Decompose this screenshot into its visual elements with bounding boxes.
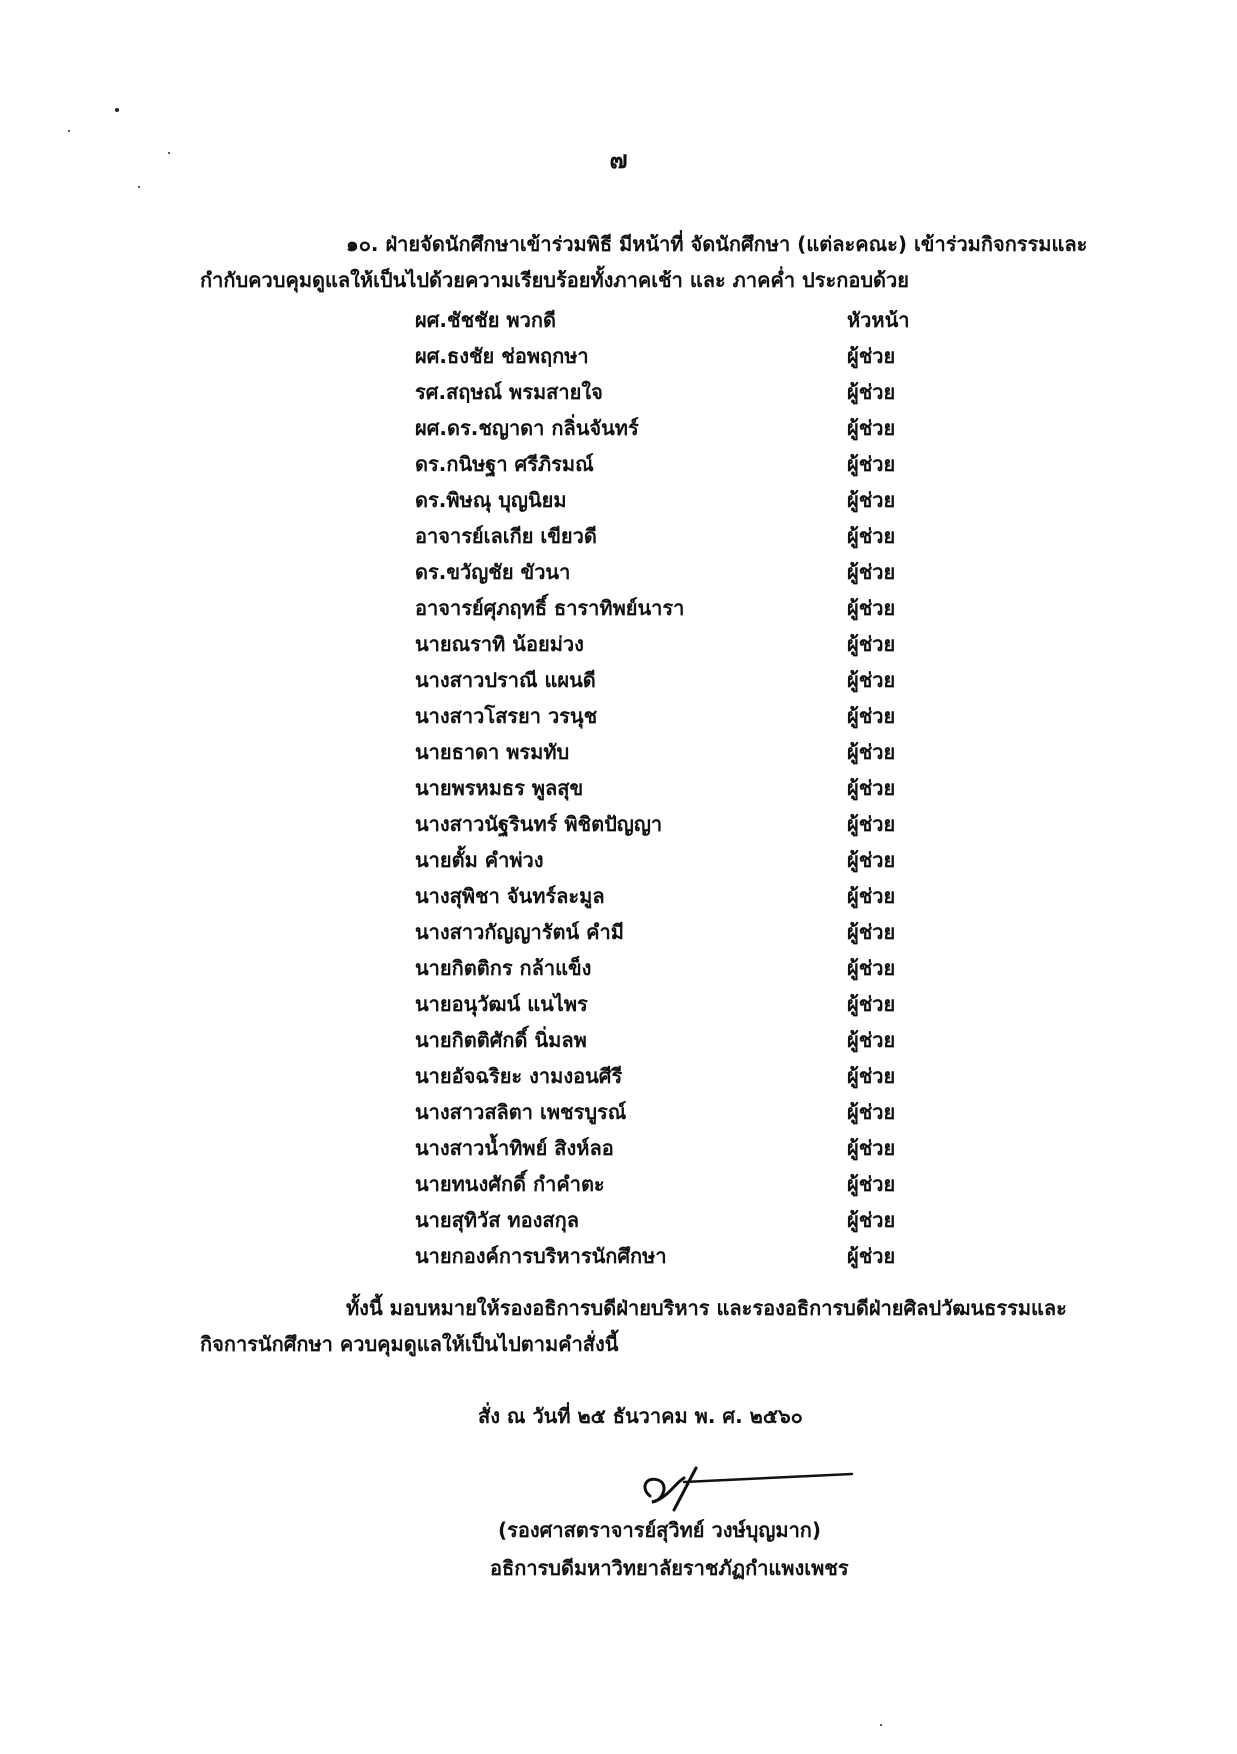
member-name: ดร.พิษณุ บุญนิยม — [415, 488, 567, 512]
member-role: ผู้ช่วย — [847, 992, 896, 1016]
member-name: นายณราทิ น้อยม่วง — [415, 632, 584, 656]
member-role: ผู้ช่วย — [847, 344, 896, 368]
member-row — [415, 950, 935, 986]
member-role: ผู้ช่วย — [847, 1028, 896, 1052]
member-role: ผู้ช่วย — [847, 1064, 896, 1088]
member-name: นายอัจฉริยะ งามงอนศีรี — [415, 1064, 623, 1088]
scan-speck — [138, 186, 140, 188]
member-role: ผู้ช่วย — [847, 596, 896, 620]
member-name: นายพรหมธร พูลสุข — [415, 776, 584, 800]
member-role: ผู้ช่วย — [847, 1208, 896, 1232]
page-number: ๗ — [609, 146, 628, 174]
member-role: ผู้ช่วย — [847, 560, 896, 584]
member-name: นายธาดา พรมทับ — [415, 740, 570, 764]
member-role: ผู้ช่วย — [847, 488, 896, 512]
member-list — [415, 302, 935, 1274]
intro-paragraph-line-2: กำกับควบคุมดูแลให้เป็นไปด้วยความเรียบร้อยทั้งภาคเช้า และ ภาคค่ำ ประกอบด้วย — [200, 268, 909, 292]
member-row — [415, 1094, 935, 1130]
member-role: ผู้ช่วย — [847, 704, 896, 728]
member-row — [415, 842, 935, 878]
member-name: นายทนงศักดิ์ กำคำตะ — [415, 1172, 605, 1196]
member-name: นางสาวกัญญารัตน์ คำมี — [415, 920, 624, 944]
member-role: ผู้ช่วย — [847, 920, 896, 944]
member-row — [415, 698, 935, 734]
scan-speck — [68, 130, 70, 132]
member-role: ผู้ช่วย — [847, 416, 896, 440]
member-name: นายอนุวัฒน์ แนไพร — [415, 992, 588, 1016]
member-name: นางสาวนัฐรินทร์ พิชิตปัญญา — [415, 812, 663, 836]
member-role: ผู้ช่วย — [847, 884, 896, 908]
member-row — [415, 1202, 935, 1238]
member-name: ผศ.ชัชชัย พวกดี — [415, 308, 556, 332]
member-name: อาจารย์ศุภฤทธิ์ ธาราทิพย์นารา — [415, 596, 685, 620]
assignment-paragraph — [200, 1290, 1090, 1362]
member-name: นางสาวโสรยา วรนุช — [415, 704, 598, 728]
member-name: นายตั้ม คำพ่วง — [415, 848, 544, 872]
member-role: ผู้ช่วย — [847, 1136, 896, 1160]
member-name: ดร.ขวัญชัย ขัวนา — [415, 560, 571, 584]
member-role: ผู้ช่วย — [847, 524, 896, 548]
member-name: นางสุพิชา จันทร์ละมูล — [415, 884, 605, 908]
member-row — [415, 446, 935, 482]
member-row — [415, 626, 935, 662]
member-row — [415, 554, 935, 590]
member-role: หัวหน้า — [847, 308, 910, 332]
member-role: ผู้ช่วย — [847, 740, 896, 764]
member-name: อาจารย์เลเกีย เขียวดี — [415, 524, 597, 548]
member-row — [415, 1166, 935, 1202]
member-name: นายกิตติกร กล้าแข็ง — [415, 956, 592, 980]
signature — [640, 1458, 860, 1518]
member-row — [415, 302, 935, 338]
signer-title: อธิการบดีมหาวิทยาลัยราชภัฏกำแพงเพชร — [490, 1556, 849, 1580]
member-row — [415, 986, 935, 1022]
member-name: ผศ.ธงชัย ช่อพฤกษา — [415, 344, 589, 368]
member-row — [415, 374, 935, 410]
member-row — [415, 806, 935, 842]
member-row — [415, 1022, 935, 1058]
member-row — [415, 662, 935, 698]
member-row — [415, 518, 935, 554]
member-role: ผู้ช่วย — [847, 1244, 896, 1268]
assignment-paragraph-line-1: ทั้งนี้ มอบหมายให้รองอธิการบดีฝ่ายบริหาร และรองอธิการบดีฝ่ายศิลปวัฒนธรรมและ — [346, 1296, 1067, 1320]
scan-speck — [880, 1724, 882, 1726]
scan-speck — [115, 108, 119, 112]
member-row — [415, 410, 935, 446]
member-name: รศ.สฤษณ์ พรมสายใจ — [415, 380, 603, 404]
member-name: ดร.กนิษฐา ศรีภิรมณ์ — [415, 452, 594, 476]
member-row — [415, 1058, 935, 1094]
member-role: ผู้ช่วย — [847, 776, 896, 800]
member-role: ผู้ช่วย — [847, 848, 896, 872]
member-row — [415, 770, 935, 806]
assignment-paragraph-line-2: กิจการนักศึกษา ควบคุมดูแลให้เป็นไปตามคำสั่งนี้ — [200, 1332, 619, 1356]
member-role: ผู้ช่วย — [847, 380, 896, 404]
member-name: ผศ.ดร.ชญาดา กลิ่นจันทร์ — [415, 416, 639, 440]
intro-paragraph-line-1: ๑๐. ฝ่ายจัดนักศึกษาเข้าร่วมพิธี มีหน้าที่ จัดนักศึกษา (แต่ละคณะ) เข้าร่วมกิจกรรมและ — [346, 232, 1088, 256]
member-name: นายสุทิวัส ทองสกุล — [415, 1208, 579, 1232]
member-row — [415, 482, 935, 518]
member-role: ผู้ช่วย — [847, 632, 896, 656]
member-row — [415, 590, 935, 626]
member-role: ผู้ช่วย — [847, 452, 896, 476]
member-row — [415, 878, 935, 914]
order-date: สั่ง ณ วันที่ ๒๕ ธันวาคม พ. ศ. ๒๕๖๐ — [478, 1404, 803, 1428]
member-name: นางสาวปราณี แผนดี — [415, 668, 596, 692]
member-role: ผู้ช่วย — [847, 812, 896, 836]
member-row — [415, 338, 935, 374]
member-role: ผู้ช่วย — [847, 956, 896, 980]
member-row — [415, 734, 935, 770]
member-name: นายกองค์การบริหารนักศึกษา — [415, 1244, 667, 1268]
member-name: นางสาวสลิตา เพชรบูรณ์ — [415, 1100, 627, 1124]
intro-paragraph — [200, 226, 1090, 298]
member-role: ผู้ช่วย — [847, 1100, 896, 1124]
member-name: นางสาวน้ำทิพย์ สิงห์ลอ — [415, 1136, 614, 1160]
member-role: ผู้ช่วย — [847, 668, 896, 692]
member-row — [415, 914, 935, 950]
member-row — [415, 1130, 935, 1166]
member-row — [415, 1238, 935, 1274]
member-name: นายกิตติศักดิ์ นิ่มลพ — [415, 1028, 587, 1052]
member-role: ผู้ช่วย — [847, 1172, 896, 1196]
signer-name: (รองศาสตราจารย์สุวิทย์ วงษ์บุญมาก) — [498, 1518, 822, 1542]
